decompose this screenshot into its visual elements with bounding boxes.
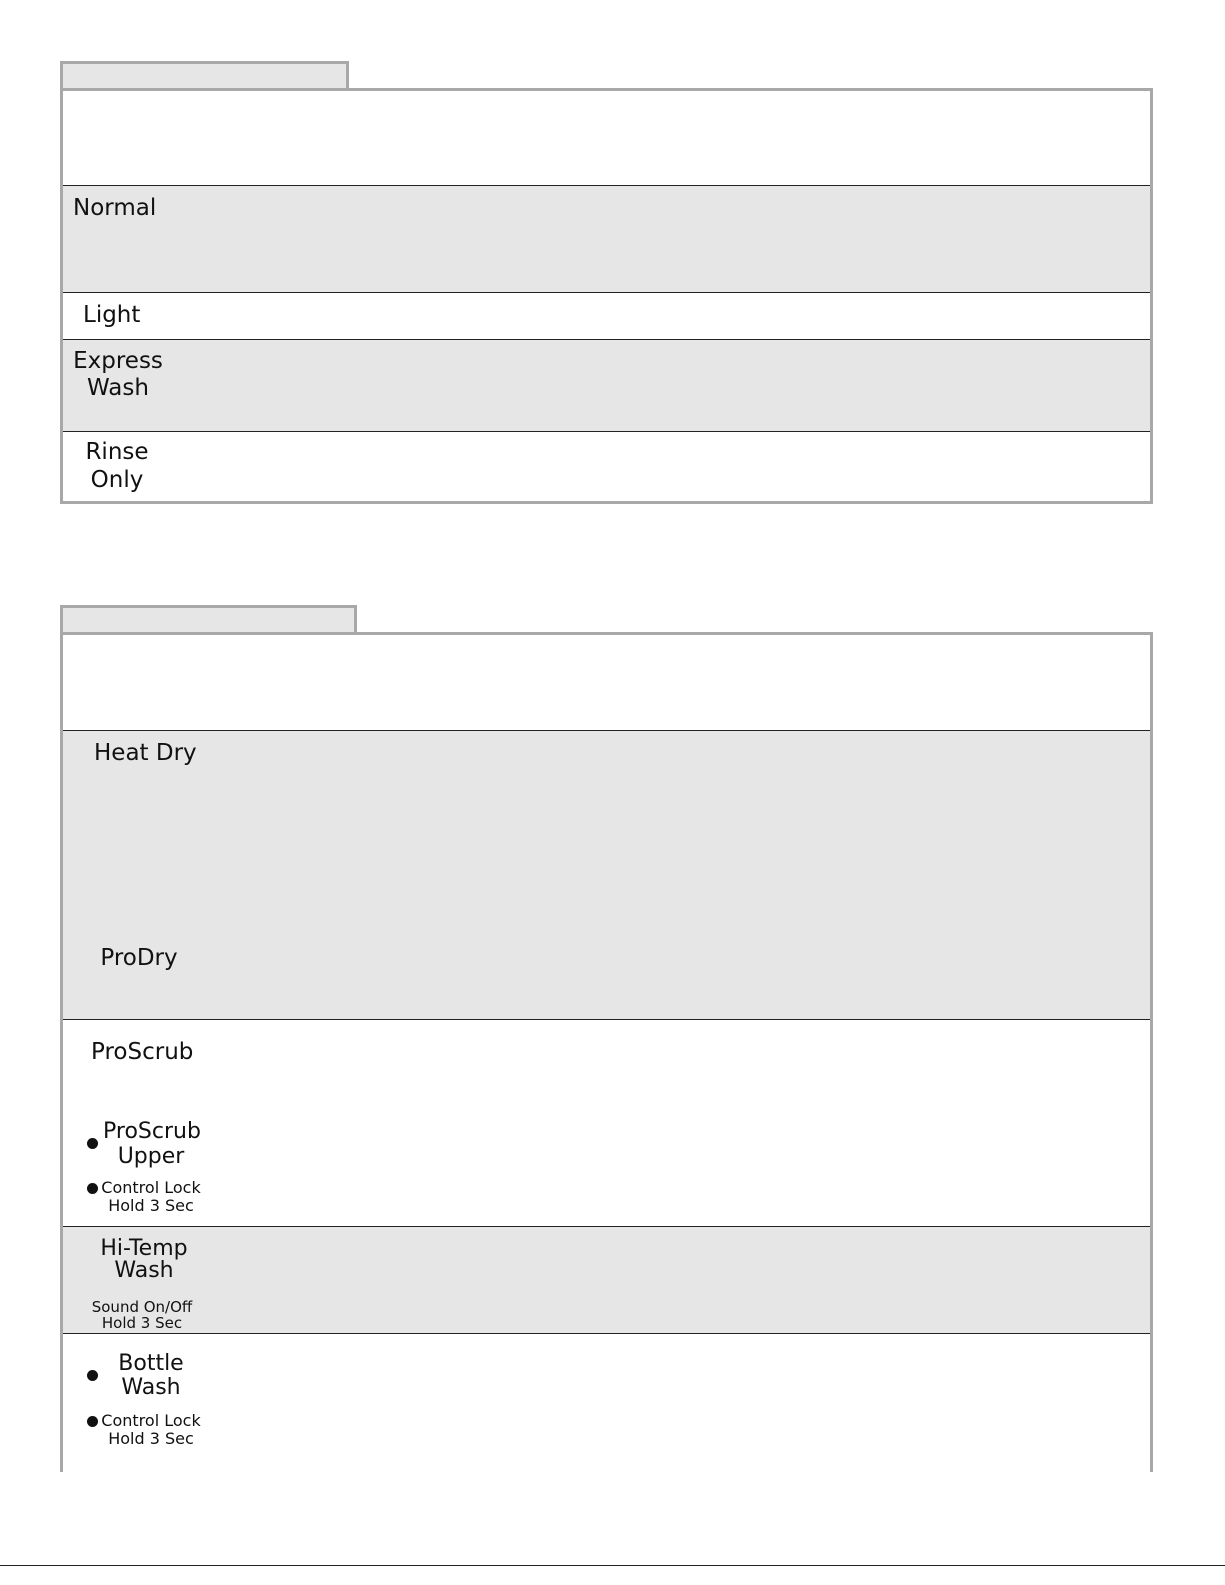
indicator-dot-icon — [87, 1370, 98, 1381]
proscrub-row — [63, 1020, 1150, 1226]
table2-tab — [60, 605, 357, 635]
hi-temp-wash-label-line1: Hi-Temp — [100, 1236, 188, 1261]
normal-row — [63, 186, 1150, 292]
hi-temp-wash-label-line2: Wash — [114, 1258, 174, 1283]
table2-header-row — [63, 635, 1150, 730]
indicator-dot-icon — [87, 1416, 98, 1427]
hi-temp-wash-row — [63, 1227, 1150, 1333]
heat-dry-label: Heat Dry — [94, 740, 197, 766]
light-row — [63, 293, 1150, 339]
control-lock-label: Control Lock — [101, 1411, 201, 1430]
normal-label: Normal — [73, 195, 157, 221]
express-wash-label-line1: Express — [73, 348, 163, 374]
sound-hold-label: Hold 3 Sec — [101, 1314, 183, 1332]
bottle-wash-row — [63, 1334, 1150, 1475]
rinse-only-label-line2: Only — [90, 467, 144, 493]
proscrub-upper-label-line1: ProScrub — [103, 1119, 201, 1144]
rinse-only-row — [63, 432, 1150, 501]
bottle-wash-label-line2: Wash — [121, 1375, 181, 1400]
table1-tab — [60, 61, 349, 91]
prodry-label: ProDry — [100, 945, 178, 971]
control-lock-hold-label: Hold 3 Sec — [108, 1429, 194, 1448]
options-table — [60, 632, 1153, 1472]
control-lock-hold-label: Hold 3 Sec — [108, 1196, 194, 1215]
bottle-wash-label-line1: Bottle — [118, 1351, 184, 1376]
table1-header-row — [63, 91, 1150, 185]
wash-cycles-table — [60, 88, 1153, 504]
heat-dry-row — [63, 731, 1150, 1019]
express-wash-row — [63, 340, 1150, 431]
proscrub-upper-label-line2: Upper — [117, 1144, 185, 1169]
control-lock-label: Control Lock — [101, 1178, 201, 1197]
sound-on-off-label: Sound On/Off — [91, 1298, 193, 1316]
rinse-only-label-line1: Rinse — [85, 439, 149, 465]
indicator-dot-icon — [87, 1183, 98, 1194]
proscrub-label: ProScrub — [91, 1039, 194, 1065]
light-label: Light — [83, 302, 141, 328]
indicator-dot-icon — [87, 1138, 98, 1149]
express-wash-label-line2: Wash — [87, 375, 149, 401]
page-bottom-rule — [0, 1565, 1225, 1566]
